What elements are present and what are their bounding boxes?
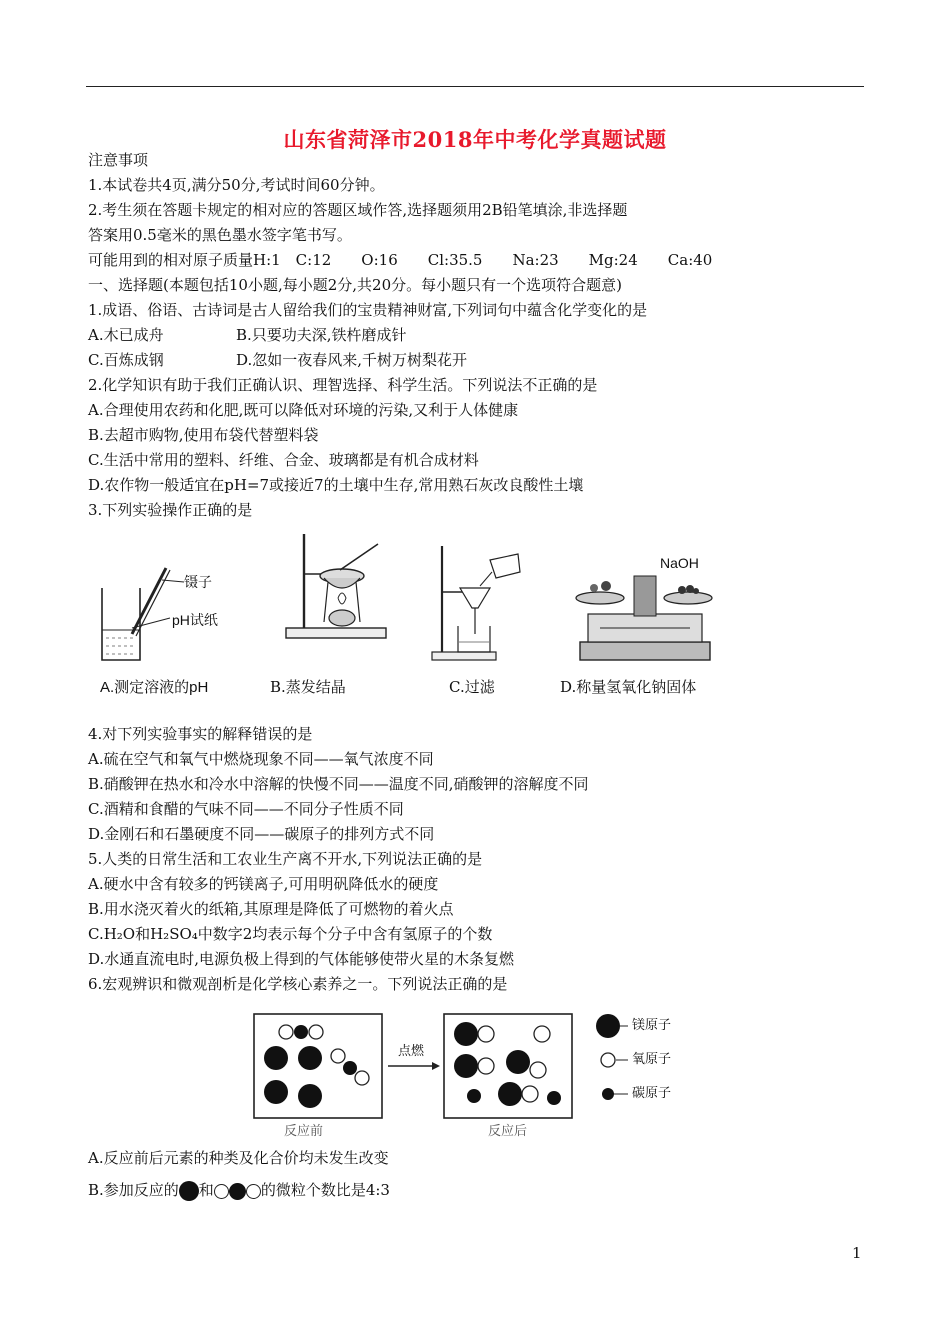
q1-option-c: C.百炼成钢 bbox=[88, 351, 164, 369]
legend-mg-symbol bbox=[596, 1014, 620, 1038]
legend-o: 氧原子 bbox=[632, 1052, 672, 1067]
o-atom bbox=[478, 1058, 494, 1074]
caption-b: B.蒸发结晶 bbox=[270, 678, 346, 696]
mg-atom bbox=[454, 1054, 478, 1078]
c-atom bbox=[547, 1091, 561, 1105]
q5-stem: 5.人类的日常生活和工农业生产离不开水,下列说法正确的是 bbox=[88, 850, 483, 868]
q3-stem: 3.下列实验操作正确的是 bbox=[88, 501, 253, 519]
q4-option-d: D.金刚石和石墨硬度不同——碳原子的排列方式不同 bbox=[88, 825, 435, 843]
o-atom bbox=[355, 1071, 369, 1085]
q6-b-and: 和 bbox=[198, 1181, 214, 1199]
legend-o-symbol bbox=[601, 1053, 615, 1067]
c-atom bbox=[343, 1061, 357, 1075]
q1-option-a: A.木已成舟 bbox=[88, 326, 164, 344]
q6-b-suffix: 的微粒个数比是4:3 bbox=[260, 1181, 390, 1199]
mg-atom bbox=[298, 1046, 322, 1070]
mg-atom bbox=[498, 1082, 522, 1106]
label-ph-paper: pH试纸 bbox=[172, 612, 218, 628]
caption-c: C.过滤 bbox=[449, 678, 495, 696]
q4-option-b: B.硝酸钾在热水和冷水中溶解的快慢不同——温度不同,硝酸钾的溶解度不同 bbox=[88, 775, 589, 793]
label-tweezers: 镊子 bbox=[184, 574, 212, 590]
figure-balance bbox=[570, 556, 720, 666]
q2-option-b: B.去超市购物,使用布袋代替塑料袋 bbox=[88, 426, 319, 444]
arrow-label: 点燃 bbox=[398, 1044, 425, 1059]
header-rule bbox=[86, 86, 864, 87]
o-atom bbox=[522, 1086, 538, 1102]
c-atom bbox=[294, 1025, 308, 1039]
o-atom-icon bbox=[214, 1184, 229, 1199]
q2-option-d: D.农作物一般适宜在pH=7或接近7的土壤中生存,常用熟石灰改良酸性土壤 bbox=[88, 476, 584, 494]
q2-option-c: C.生活中常用的塑料、纤维、合金、玻璃都是有机合成材料 bbox=[88, 451, 479, 469]
page-title: 山东省菏泽市2018年中考化学真题试题 bbox=[283, 127, 667, 152]
o-atom bbox=[530, 1062, 546, 1078]
q5-option-c: C.H₂O和H₂SO₄中数字2均表示每个分子中含有氢原子的个数 bbox=[88, 925, 493, 943]
o-atom bbox=[478, 1026, 494, 1042]
note-2a: 2.考生须在答题卡规定的相对应的答题区域作答,选择题须用2B铅笔填涂,非选择题 bbox=[88, 201, 628, 219]
arrow-head bbox=[432, 1062, 440, 1070]
q6-option-a: A.反应前后元素的种类及化合价均未发生改变 bbox=[88, 1149, 389, 1167]
figure-evaporation bbox=[280, 530, 390, 645]
q6-stem: 6.宏观辨识和微观剖析是化学核心素养之一。下列说法正确的是 bbox=[88, 975, 508, 993]
o-atom bbox=[331, 1049, 345, 1063]
reaction-diagram bbox=[252, 1012, 592, 1138]
legend-symbols bbox=[594, 1012, 628, 1112]
o-atom bbox=[309, 1025, 323, 1039]
legend-mg: 镁原子 bbox=[632, 1018, 672, 1033]
mg-atom bbox=[264, 1046, 288, 1070]
o-atom bbox=[279, 1025, 293, 1039]
mg-atom bbox=[264, 1080, 288, 1104]
note-1: 1.本试卷共4页,满分50分,考试时间60分钟。 bbox=[88, 176, 385, 194]
label-naoh: NaOH bbox=[660, 555, 699, 571]
note-2b: 答案用0.5毫米的黑色墨水签字笔书写。 bbox=[88, 226, 352, 244]
notes-heading: 注意事项 bbox=[88, 151, 149, 169]
q1-option-b: B.只要功夫深,铁杵磨成针 bbox=[236, 326, 407, 344]
q5-option-d: D.水通直流电时,电源负极上得到的气体能够使带火星的木条复燃 bbox=[88, 950, 515, 968]
q6-b-prefix: B.参加反应的 bbox=[88, 1181, 179, 1199]
q2-stem: 2.化学知识有助于我们正确认识、理智选择、科学生活。下列说法不正确的是 bbox=[88, 376, 598, 394]
figure-filtration bbox=[428, 542, 528, 664]
label-before: 反应前 bbox=[284, 1124, 324, 1139]
q5-option-b: B.用水浇灭着火的纸箱,其原理是降低了可燃物的着火点 bbox=[88, 900, 454, 918]
q4-option-c: C.酒精和食醋的气味不同——不同分子性质不同 bbox=[88, 800, 404, 818]
atomic-masses: 可能用到的相对原子质量H:1 C:12 O:16 Cl:35.5 Na:23 Mg:24 Ca:40 bbox=[88, 251, 713, 269]
section-1-heading: 一、选择题(本题包括10小题,每小题2分,共20分。每小题只有一个选项符合题意) bbox=[88, 276, 622, 294]
legend-c-symbol bbox=[602, 1088, 614, 1100]
caption-d: D.称量氢氧化钠固体 bbox=[560, 678, 697, 696]
q5-option-a: A.硬水中含有较多的钙镁离子,可用明矾降低水的硬度 bbox=[88, 875, 439, 893]
q4-stem: 4.对下列实验事实的解释错误的是 bbox=[88, 725, 313, 743]
c-atom bbox=[467, 1089, 481, 1103]
q4-option-a: A.硫在空气和氧气中燃烧现象不同——氧气浓度不同 bbox=[88, 750, 434, 768]
c-atom-icon bbox=[229, 1183, 246, 1200]
o-atom bbox=[534, 1026, 550, 1042]
q1-stem: 1.成语、俗语、古诗词是古人留给我们的宝贵精神财富,下列词句中蕴含化学变化的是 bbox=[88, 301, 648, 319]
q6-option-b bbox=[88, 1180, 390, 1201]
legend-c: 碳原子 bbox=[632, 1086, 672, 1101]
page-number: 1 bbox=[852, 1244, 862, 1262]
caption-a: A.测定溶液的pH bbox=[100, 679, 209, 696]
mg-atom bbox=[454, 1022, 478, 1046]
q2-option-a: A.合理使用农药和化肥,既可以降低对环境的污染,又利于人体健康 bbox=[88, 401, 519, 419]
q1-option-d: D.忽如一夜春风来,千树万树梨花开 bbox=[236, 351, 468, 369]
o-atom-icon bbox=[246, 1184, 261, 1199]
label-after: 反应后 bbox=[488, 1124, 528, 1139]
mg-atom-icon bbox=[179, 1181, 199, 1201]
mg-atom bbox=[298, 1084, 322, 1108]
mg-atom bbox=[506, 1050, 530, 1074]
